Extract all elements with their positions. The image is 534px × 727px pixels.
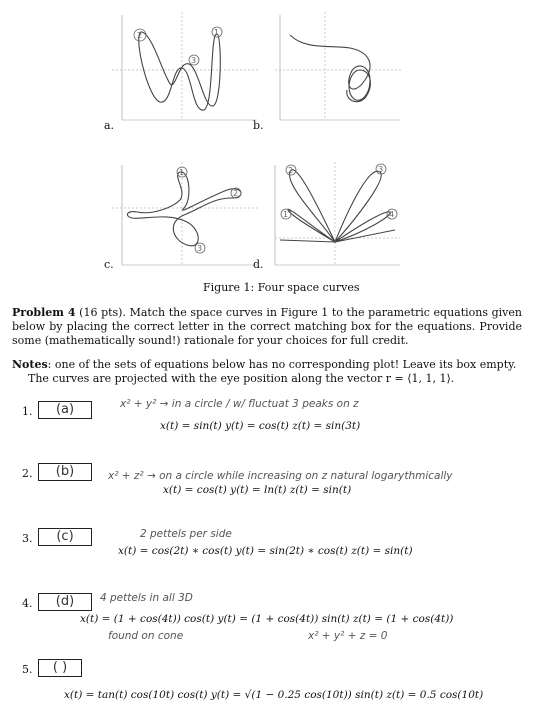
notes-label: Notes: [12, 358, 48, 371]
item-3-equation: x(t) = cos(2t) ∗ cos(t) y(t) = sin(2t) ∗ cos(t) z(t) = sin(t): [118, 545, 413, 557]
item-5-number: 5.: [22, 663, 33, 676]
item-4-answer-box[interactable]: (d): [38, 593, 92, 611]
problem-statement: [12, 306, 522, 348]
panel-a-plot: [112, 10, 262, 125]
svg-text:4: 4: [389, 210, 395, 219]
problem-points: (16 pts).: [79, 306, 126, 319]
notes-text: : one of the sets of equations below has no corresponding plot! Leave its box empty.: [47, 358, 517, 371]
panel-d-plot: [270, 160, 405, 270]
item-4-equation: x(t) = (1 + cos(4t)) cos(t) y(t) = (1 + cos(4t)) sin(t) z(t) = (1 + cos(4t)): [80, 613, 454, 625]
svg-text:1: 1: [214, 28, 220, 37]
svg-text:3: 3: [378, 165, 384, 174]
item-1-equation: x(t) = sin(t) y(t) = cos(t) z(t) = sin(3t): [160, 420, 361, 432]
svg-text:3: 3: [191, 56, 197, 65]
problem-intro: Match the space curves in Figure 1 to the parametric equations given below by placing the correct letter in the correct matching box for the equations. Provide some (mathematically sound!) rationale for your choices for full credit.: [12, 306, 522, 347]
svg-text:2: 2: [288, 166, 294, 175]
notes: [12, 358, 522, 372]
panel-c-label: c.: [104, 258, 114, 271]
item-3-note: 2 pettels per side: [140, 528, 232, 540]
panel-b-label: b.: [253, 119, 264, 132]
panel-a-label: a.: [104, 119, 115, 132]
svg-text:2: 2: [233, 189, 239, 198]
item-2-equation: x(t) = cos(t) y(t) = ln(t) z(t) = sin(t): [163, 484, 352, 496]
item-1-number: 1.: [22, 405, 33, 418]
problem-title: Problem 4: [12, 306, 76, 319]
figure-caption: Figure 1: Four space curves: [203, 281, 360, 294]
item-3-number: 3.: [22, 532, 33, 545]
svg-text:1: 1: [179, 168, 185, 177]
item-4-note: 4 pettels in all 3D: [100, 592, 193, 604]
item-1-answer-box[interactable]: (a): [38, 401, 92, 419]
svg-text:1: 1: [283, 210, 289, 219]
svg-text:3: 3: [197, 244, 203, 253]
item-5-equation: x(t) = tan(t) cos(10t) cos(t) y(t) = √(1 − 0.25 cos(10t)) sin(t) z(t) = 0.5 cos(10t): [64, 689, 484, 701]
item-2-answer-box[interactable]: (b): [38, 463, 92, 481]
item-2-number: 2.: [22, 467, 33, 480]
item-2-note: x² + z² → on a circle while increasing on z natural logarythmically: [108, 470, 453, 482]
svg-text:2: 2: [137, 31, 143, 40]
item-5-answer-box[interactable]: ( ): [38, 659, 82, 677]
item-3-answer-box[interactable]: (c): [38, 528, 92, 546]
item-1-note: x² + y² → in a circle / w/ fluctuat 3 peaks on z: [120, 398, 359, 410]
item-4-note-cone: found on cone: [108, 630, 184, 642]
panel-d-label: d.: [253, 258, 264, 271]
item-4-number: 4.: [22, 597, 33, 610]
projection-note: The curves are projected with the eye position along the vector r = ⟨1, 1, 1⟩.: [28, 372, 455, 385]
panel-b-plot: [275, 10, 405, 125]
item-4-note-equation: x² + y² + z = 0: [308, 630, 388, 642]
panel-c-plot: [112, 160, 262, 270]
